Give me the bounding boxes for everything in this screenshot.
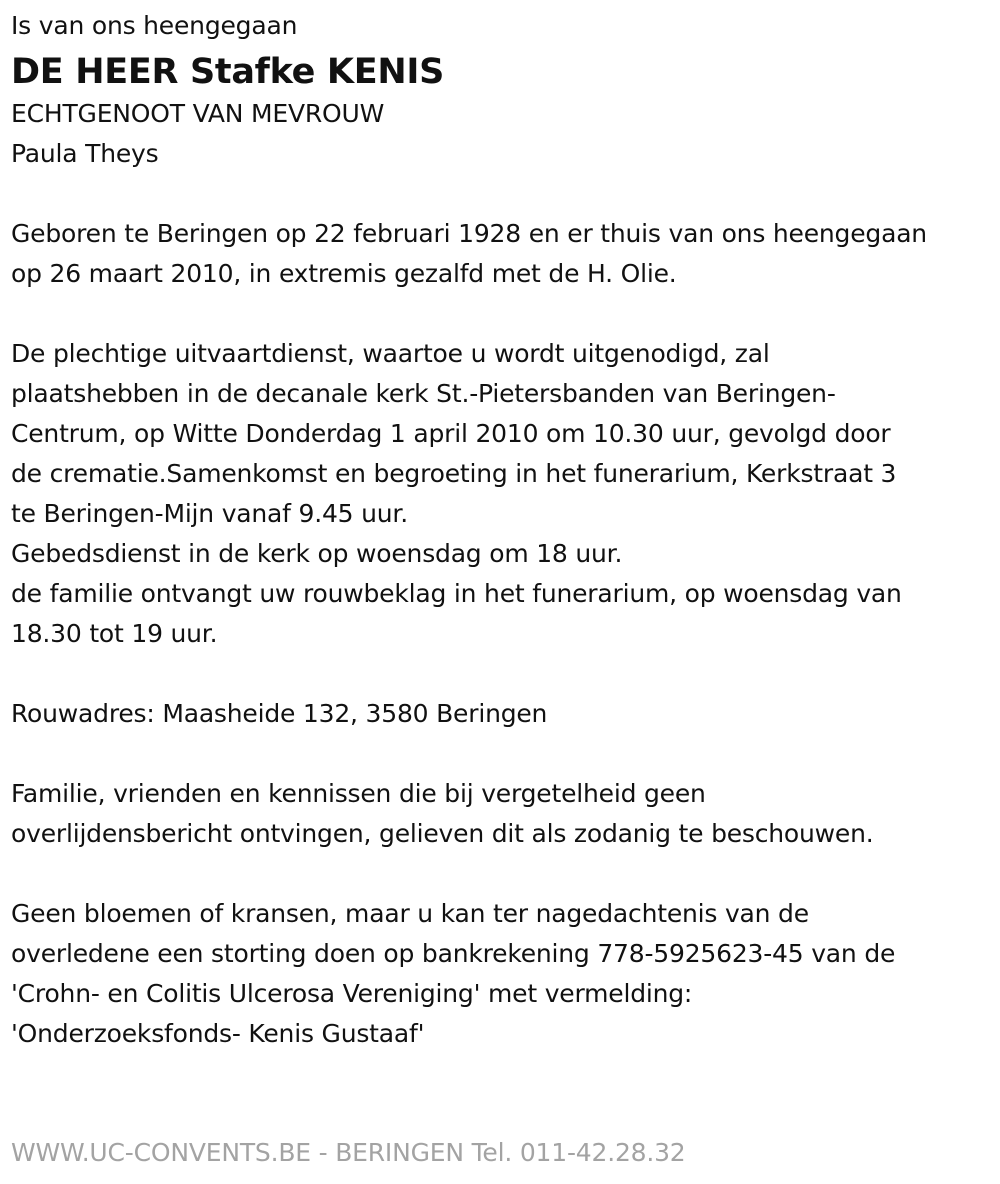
intro-text: Is van ons heengegaan <box>11 11 298 40</box>
spacer <box>11 854 996 894</box>
spacer <box>11 174 996 214</box>
paragraph-line: de familie ontvangt uw rouwbeklag in het funerarium, op woensdag van <box>11 579 902 608</box>
paragraph-line: plaatshebben in de decanale kerk St.-Pietersbanden van Beringen- <box>11 379 836 408</box>
paragraph-line: 18.30 tot 19 uur. <box>11 619 218 648</box>
spacer <box>11 734 996 774</box>
obituary-notice <box>11 6 996 1054</box>
footer-contact: WWW.UC-CONVENTS.BE - BERINGEN Tel. 011-42.28.32 <box>11 1138 686 1167</box>
paragraph-line: te Beringen-Mijn vanaf 9.45 uur. <box>11 499 408 528</box>
paragraph-line: Gebedsdienst in de kerk op woensdag om 18 uur. <box>11 539 623 568</box>
paragraph-line: op 26 maart 2010, in extremis gezalfd met de H. Olie. <box>11 259 677 288</box>
birth-paragraph <box>11 214 996 294</box>
paragraph-line: 'Crohn- en Colitis Ulcerosa Vereniging' met vermelding: <box>11 979 693 1008</box>
paragraph-line: Familie, vrienden en kennissen die bij vergetelheid geen <box>11 779 706 808</box>
paragraph-line: overledene een storting doen op bankrekening 778-5925623-45 van de <box>11 939 896 968</box>
paragraph-line: overlijdensbericht ontvingen, gelieven dit als zodanig te beschouwen. <box>11 819 874 848</box>
spouse-name: Paula Theys <box>11 139 159 168</box>
spacer <box>11 294 996 334</box>
paragraph-line: de crematie.Samenkomst en begroeting in het funerarium, Kerkstraat 3 <box>11 459 897 488</box>
paragraph-line: Centrum, op Witte Donderdag 1 april 2010 om 10.30 uur, gevolgd door <box>11 419 891 448</box>
flowers-paragraph <box>11 894 996 1054</box>
paragraph-line: De plechtige uitvaartdienst, waartoe u wordt uitgenodigd, zal <box>11 339 770 368</box>
paragraph-line: Geboren te Beringen op 22 februari 1928 en er thuis van ons heengegaan <box>11 219 927 248</box>
spouse-title: ECHTGENOOT VAN MEVROUW <box>11 99 385 128</box>
paragraph-line: Geen bloemen of kransen, maar u kan ter nagedachtenis van de <box>11 899 809 928</box>
service-paragraph <box>11 334 996 654</box>
paragraph-line: 'Onderzoeksfonds- Kenis Gustaaf' <box>11 1019 425 1048</box>
notice-paragraph <box>11 774 996 854</box>
mourning-address: Rouwadres: Maasheide 132, 3580 Beringen <box>11 699 548 728</box>
deceased-name: DE HEER Stafke KENIS <box>11 52 444 92</box>
spacer <box>11 654 996 694</box>
